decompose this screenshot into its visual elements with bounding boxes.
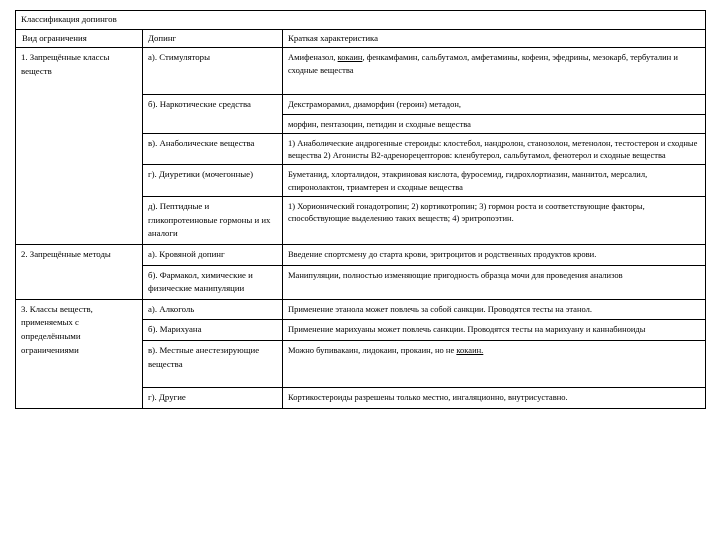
doping-other: г). Другие [143,388,283,409]
header-short-description: Краткая характеристика [283,29,706,48]
doping-alcohol: а). Алкоголь [143,299,283,320]
doping-narcotics: б). Наркотические средства [143,95,283,134]
doping-peptide-hormones: д). Пептидные и гликопротеиновые гормоны и их аналоги [143,197,283,245]
description-diuretics: Буметанид, хлорталидон, этакриновая кислота, фуросемид, гидрохлортиазин, маннитол, мерсалил, спиронолактон, триамтерен и сходные вещества [283,165,706,197]
doping-marijuana: б). Марихуана [143,320,283,341]
header-restriction-type: Вид ограничения [16,29,143,48]
description-peptide-hormones: 1) Хорионический гонадотропин; 2) кортикотропин; 3) гормон роста и соответствующие факторы, способствующие выделению таких веществ; 4) эритропоэтин. [283,197,706,245]
description-blood-doping: Введение спортсмену до старта крови, эритроцитов и родственных продуктов крови. [283,244,706,265]
group-label-restricted-classes: 3. Классы веществ, применяемых с определёнными ограничениями [16,299,143,408]
table-title-row [16,11,706,30]
description-narcotics-line1: Декстраморамил, диаморфин (героин) метадон, [283,95,706,114]
desc-text-part: Амифеназол, [288,52,338,63]
doping-anabolics: в). Анаболические вещества [143,133,283,165]
group-label-prohibited-methods: 2. Запрещённые методы [16,244,143,299]
desc-text-part: Можно бупивакаин, лидокаин, прокаин, но не [288,345,457,356]
desc-underlined-term: кокаин. [456,345,484,356]
doping-pharmacological-manipulations: б). Фармакол, химические и физические манипуляции [143,265,283,299]
doping-diuretics: г). Диуретики (мочегонные) [143,165,283,197]
table-row [16,48,706,95]
description-anabolics: 1) Анаболические андрогенные стероиды: клостебол, нандролон, станозолон, метенолон, тестостерон и сходные вещества 2) Агонисты В2-адренорецепторов: кленбутерол, сальбутамол, фенотерол и сходные вещества [283,133,706,165]
doping-stimulants: а). Стимуляторы [143,48,283,95]
desc-underlined-term: кокаин [337,52,363,63]
description-narcotics-line2: морфин, пентазоцин, петидин и сходные вещества [283,114,706,133]
description-alcohol: Применение этанола может повлечь за собой санкции. Проводятся тесты на этанол. [283,299,706,320]
group-label-prohibited-classes: 1. Запрещённые классы веществ [16,48,143,245]
description-marijuana: Применение марихуаны может повлечь санкции. Проводятся тесты на марихуану и каннабиноиды [283,320,706,341]
description-stimulants [283,48,706,95]
description-pharmacological-manipulations: Манипуляции, полностью изменяющие пригодность образца мочи для проведения анализов [283,265,706,299]
desc-text-part: , фенкамфамин, сальбутамол, амфетамины, кофеин, эфедрины, мезокарб, тербуталин и сходные вещества [288,52,678,75]
doping-blood-doping: а). Кровяной допинг [143,244,283,265]
table-header-row [16,29,706,48]
header-doping: Допинг [143,29,283,48]
doping-classification-table [15,10,706,409]
table-row [16,299,706,320]
table-title: Классификация допингов [16,11,706,30]
table-row [16,244,706,265]
doping-local-anesthetics: в). Местные анестезирующие вещества [143,341,283,388]
description-local-anesthetics [283,341,706,388]
description-other: Кортикостероиды разрешены только местно, ингаляционно, внутрисуставно. [283,388,706,409]
